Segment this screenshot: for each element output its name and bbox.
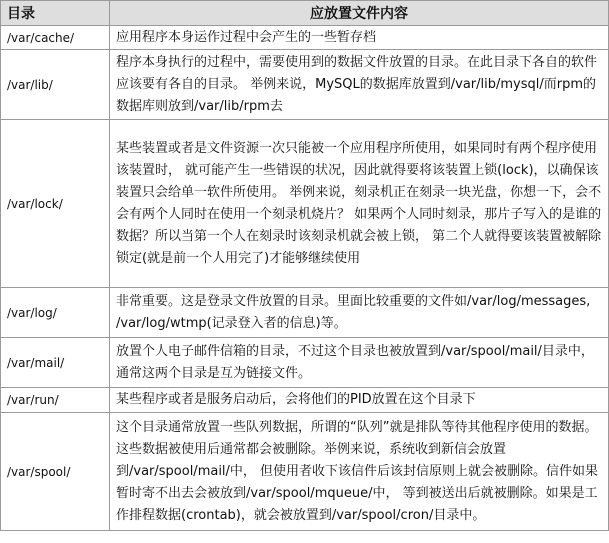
row-content: 这个目录通常放置一些队列数据，所谓的“队列”就是排队等待其他程序使用的数据。 这些数据被使用后通常都会被删除。举例来说，系统收到新信会放置到/var/spool/mail/中， 但使用者收下该信件后该封信原则上就会被删除。信件如果暂时寄不出去会被放到/var/spool/mqueue/中， 等到被送出后就被删除。如果是工作排程数据(crontab)，就会被放置到/var/spool/cron/目录中。 — [110, 413, 609, 531]
table-header-row — [1, 1, 609, 26]
header-directory: 目录 — [1, 1, 110, 26]
table-row — [1, 288, 609, 338]
row-directory: /var/mail/ — [1, 338, 110, 388]
row-content: 某些程序或者是服务启动后，会将他们的PID放置在这个目录下 — [110, 388, 609, 413]
header-content: 应放置文件内容 — [110, 1, 609, 26]
row-directory: /var/run/ — [1, 388, 110, 413]
table-row — [1, 120, 609, 288]
row-content: 放置个人电子邮件信箱的目录，不过这个目录也被放置到/var/spool/mail/目录中，通常这两个目录是互为链接文件。 — [110, 338, 609, 388]
table-row — [1, 413, 609, 531]
row-content: 应用程序本身运作过程中会产生的一些暂存档 — [110, 26, 609, 50]
table-row — [1, 338, 609, 388]
table-row — [1, 26, 609, 50]
row-directory: /var/lib/ — [1, 50, 110, 120]
row-directory: /var/cache/ — [1, 26, 110, 50]
row-content: 某些装置或者是文件资源一次只能被一个应用程序所使用，如果同时有两个程序使用该装置时， 就可能产生一些错误的状况，因此就得要将该装置上锁(lock)，以确保该装置只会给单一软件所使用。 举例来说，刻录机正在刻录一块光盘，你想一下，会不会有两个人同时在使用一个刻录机烧片？ 如果两个人同时刻录，那片子写入的是谁的数据？所以当第一个人在刻录时该刻录机就会被上锁， 第二个人就得要该装置被解除锁定(就是前一个人用完了)才能够继续使用 — [110, 120, 609, 288]
row-directory: /var/spool/ — [1, 413, 110, 531]
table-row — [1, 50, 609, 120]
table-row — [1, 388, 609, 413]
row-content: 非常重要。这是登录文件放置的目录。里面比较重要的文件如/var/log/messages, /var/log/wtmp(记录登入者的信息)等。 — [110, 288, 609, 338]
row-directory: /var/log/ — [1, 288, 110, 338]
row-directory: /var/lock/ — [1, 120, 110, 288]
row-content: 程序本身执行的过程中，需要使用到的数据文件放置的目录。在此目录下各自的软件应该要有各自的目录。 举例来说，MySQL的数据库放置到/var/lib/mysql/而rpm的数据库则放到/var/lib/rpm去 — [110, 50, 609, 120]
